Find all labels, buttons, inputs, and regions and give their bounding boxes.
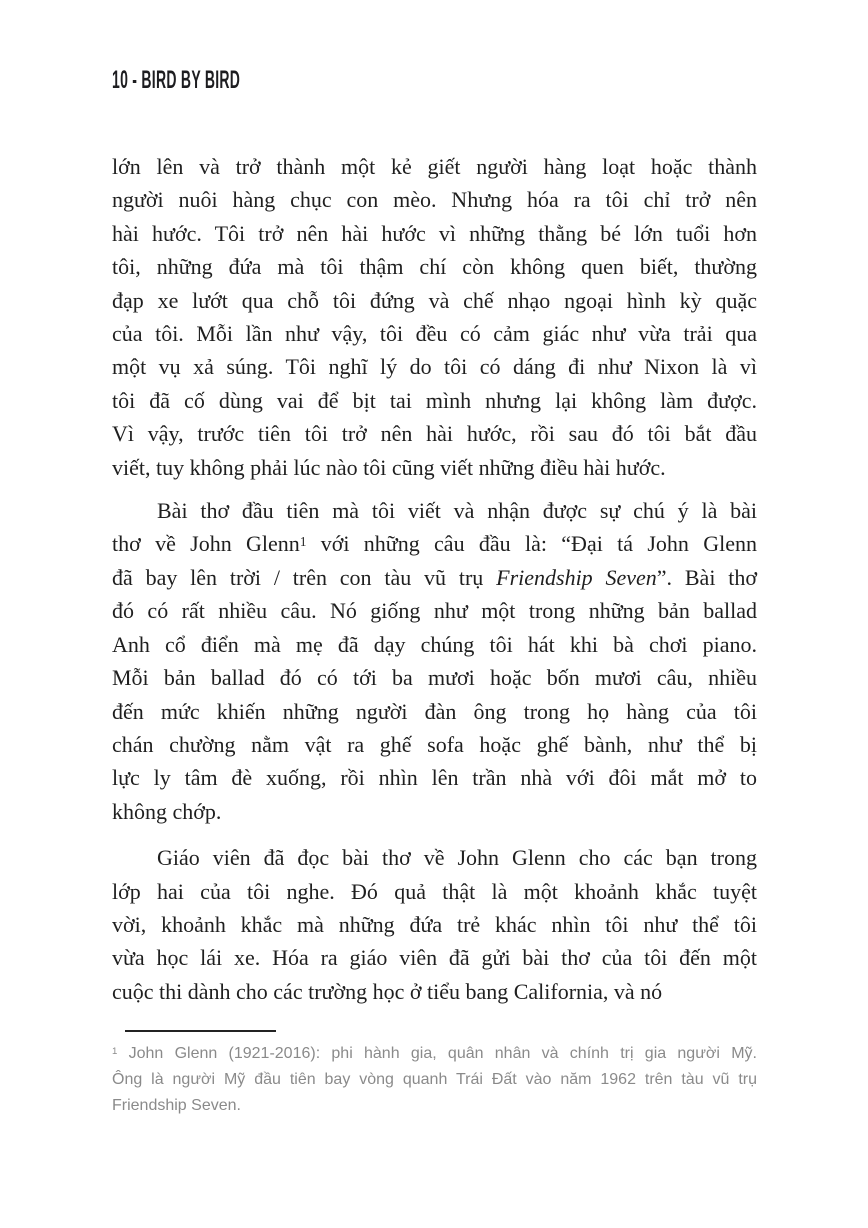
body-text-line: vời, khoảnh khắc mà những đứa trẻ khác nhìn tôi như thể tôi bbox=[112, 911, 757, 937]
footnote-line: Friendship Seven. bbox=[112, 1097, 241, 1115]
body-text-line: Giáo viên đã đọc bài thơ về John Glenn cho các bạn trong bbox=[157, 845, 757, 871]
body-text-line: thơ về John Glenn$^1$ với những câu đầu là: “Đại tá John Glenn bbox=[112, 531, 757, 557]
body-text-line: đạp xe lướt qua chỗ tôi đứng và chế nhạo ngoại hình kỳ quặc bbox=[112, 287, 757, 313]
body-text-line: một vụ xả súng. Tôi nghĩ lý do tôi có dáng đi như Nixon là vì bbox=[112, 354, 757, 380]
body-text-line: tôi, những đứa mà tôi thậm chí còn không quen biết, thường bbox=[112, 254, 757, 280]
body-text-line: lớn lên và trở thành một kẻ giết người hàng loạt hoặc thành bbox=[112, 154, 757, 179]
body-text-line: Vì vậy, trước tiên tôi trở nên hài hước, rồi sau đó tôi bắt đầu bbox=[112, 421, 757, 447]
paragraph bbox=[112, 494, 757, 828]
body-text bbox=[112, 150, 757, 1008]
body-text-line: cuộc thi dành cho các trường học ở tiểu bang California, và nó bbox=[112, 978, 663, 1004]
body-text-line: đến mức khiến những người đàn ông trong họ hàng của tôi bbox=[112, 698, 757, 724]
footnote-line: Ông là người Mỹ đầu tiên bay vòng quanh Trái Đất vào năm 1962 trên tàu vũ trụ bbox=[112, 1071, 757, 1089]
page-number-and-book-title: 10 - BIRD BY BIRD bbox=[112, 66, 241, 94]
footnote-separator-rule bbox=[125, 1030, 276, 1032]
body-text-line: của tôi. Mỗi lần như vậy, tôi đều có cảm giác như vừa trải qua bbox=[112, 321, 757, 347]
body-text-line: vừa học lái xe. Hóa ra giáo viên đã gửi bài thơ của tôi đến một bbox=[112, 945, 757, 971]
body-text-line: không chớp. bbox=[112, 798, 222, 824]
footnote bbox=[112, 1041, 757, 1119]
body-text-line: Anh cổ điển mà mẹ đã dạy chúng tôi hát khi bà chơi piano. bbox=[112, 631, 757, 657]
body-text-line: đã bay lên trời / trên con tàu vũ trụ Friendship Seven”. Bài thơ bbox=[112, 564, 757, 590]
body-text-line: Bài thơ đầu tiên mà tôi viết và nhận được sự chú ý là bài bbox=[157, 498, 757, 524]
body-text-line: hài hước. Tôi trở nên hài hước vì những thằng bé lớn tuổi hơn bbox=[112, 220, 757, 246]
footnote-line: $^1$ John Glenn (1921-2016): phi hành gia, quân nhân và chính trị gia người Mỹ. bbox=[112, 1045, 757, 1063]
body-text-line: lực ly tâm đè xuống, rồi nhìn lên trần nhà với đôi mắt mở to bbox=[112, 765, 757, 791]
body-text-line: Mỗi bản ballad đó có tới ba mươi hoặc bốn mươi câu, nhiều bbox=[112, 665, 757, 691]
body-text-line: chán chường nằm vật ra ghế sofa hoặc ghế bành, như thể bị bbox=[112, 731, 757, 757]
body-text-line: đó có rất nhiều câu. Nó giống như một trong những bản ballad bbox=[112, 598, 757, 624]
body-text-line: người nuôi hàng chục con mèo. Nhưng hóa ra tôi chỉ trở nên bbox=[112, 187, 757, 213]
paragraph bbox=[112, 150, 757, 484]
body-text-line: viết, tuy không phải lúc nào tôi cũng viết những điều hài hước. bbox=[112, 454, 666, 480]
running-header bbox=[112, 68, 757, 92]
body-text-line: tôi đã cố dùng vai để bịt tai mình nhưng lại không làm được. bbox=[112, 387, 757, 413]
paragraph bbox=[112, 841, 757, 1008]
body-text-line: lớp hai của tôi nghe. Đó quả thật là một khoảnh khắc tuyệt bbox=[112, 878, 757, 904]
